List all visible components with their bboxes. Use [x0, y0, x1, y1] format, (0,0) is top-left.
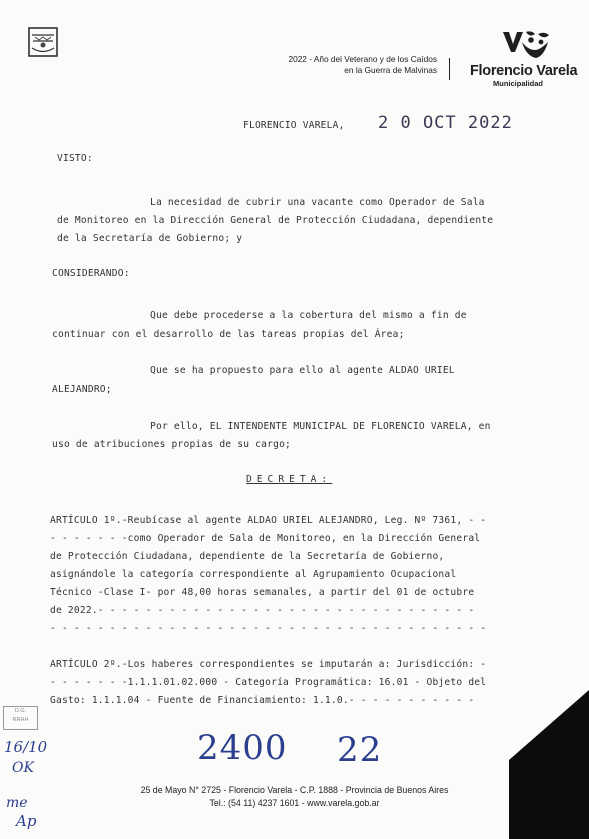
footer-contact: Tel.: (54 11) 4237 1601 - www.varela.gob.ar — [209, 798, 380, 808]
considerando-1-line-1: Que debe procederse a la cobertura del mismo a fin de — [150, 310, 467, 321]
header-divider — [449, 58, 450, 80]
visto-heading: VISTO: — [57, 153, 93, 164]
articulo-1-line-6: de 2022.- - - - - - - - - - - - - - - - - - - - - - - - - - - - - - - - — [50, 605, 475, 616]
considerando-3-line-2: uso de atribuciones propias de su cargo; — [52, 439, 292, 450]
margin-stamp — [3, 706, 38, 730]
decree-number-part-2: 22 — [337, 730, 383, 770]
considerando-heading: CONSIDERANDO: — [52, 268, 130, 279]
header-motto — [288, 54, 437, 76]
articulo-1-line-7: - - - - - - - - - - - - - - - - - - - - - - - - - - - - - - - - - - - - - — [50, 623, 487, 634]
visto-line-1: La necesidad de cubrir una vacante como Operador de Sala — [150, 197, 485, 208]
articulo-2-line-2: - - - - - - -1.1.1.01.02.000 - Categoría Programática: 16.01 - Objeto del — [50, 677, 487, 688]
brand-logo-icon — [500, 30, 552, 66]
articulo-2-line-3: Gasto: 1.1.1.04 - Fuente de Financiamiento: 1.1.0.- - - - - - - - - - - — [50, 695, 475, 706]
margin-note-2: OK — [12, 760, 34, 776]
date-place: FLORENCIO VARELA, — [243, 120, 345, 131]
brand-subtitle: Municipalidad — [493, 79, 544, 88]
visto-line-2: de Monitoreo en la Dirección General de Protección Ciudadana, dependiente — [57, 215, 494, 226]
decree-number-part-1: 2400 — [197, 728, 288, 768]
date-stamp: 2 0 OCT 2022 — [378, 113, 513, 133]
margin-stamp-line-1: D.G. — [14, 708, 27, 714]
articulo-1-line-4: asignándole la categoría correspondiente al Agrupamiento Ocupacional — [50, 569, 457, 580]
municipal-crest-icon — [28, 27, 58, 61]
margin-note-4: Ap — [16, 812, 37, 830]
brand-name: Florencio Varela — [470, 63, 578, 79]
motto-line-2: en la Guerra de Malvinas — [344, 65, 437, 75]
articulo-1-line-2: - - - - - - -como Operador de Sala de Monitoreo, en la Dirección General — [50, 533, 481, 544]
decreta-heading: DECRETA: — [246, 474, 333, 485]
footer-address: 25 de Mayo N° 2725 - Florencio Varela - C.P. 1888 - Provincia de Buenos Aires — [140, 785, 449, 795]
motto-line-1: 2022 - Año del Veterano y de los Caídos — [288, 54, 437, 64]
margin-note-3: me — [6, 795, 28, 811]
articulo-2-line-1: ARTÍCULO 2º.-Los haberes correspondientes se imputarán a: Jurisdicción: - — [50, 659, 487, 670]
margin-note-1: 16/10 — [4, 738, 48, 756]
articulo-1-line-1: ARTÍCULO 1º.-Reubícase al agente ALDAO URIEL ALEJANDRO, Leg. Nº 7361, - - — [50, 515, 487, 526]
considerando-2-line-1: Que se ha propuesto para ello al agente ALDAO URIEL — [150, 365, 455, 376]
considerando-3-line-1: Por ello, EL INTENDENTE MUNICIPAL DE FLORENCIO VARELA, en — [150, 421, 491, 432]
margin-stamp-line-2: RRHH — [12, 717, 29, 723]
considerando-1-line-2: continuar con el desarrollo de las tareas propias del Área; — [52, 329, 405, 340]
visto-line-3: de la Secretaría de Gobierno; y — [57, 233, 243, 244]
decorative-band-top — [509, 690, 589, 760]
considerando-2-line-2: ALEJANDRO; — [52, 384, 112, 395]
articulo-1-line-5: Técnico -Clase I- por 48,00 horas semanales, a partir del 01 de octubre — [50, 587, 475, 598]
articulo-1-line-3: de Protección Ciudadana, dependiente de la Secretaría de Gobierno, — [50, 551, 445, 562]
